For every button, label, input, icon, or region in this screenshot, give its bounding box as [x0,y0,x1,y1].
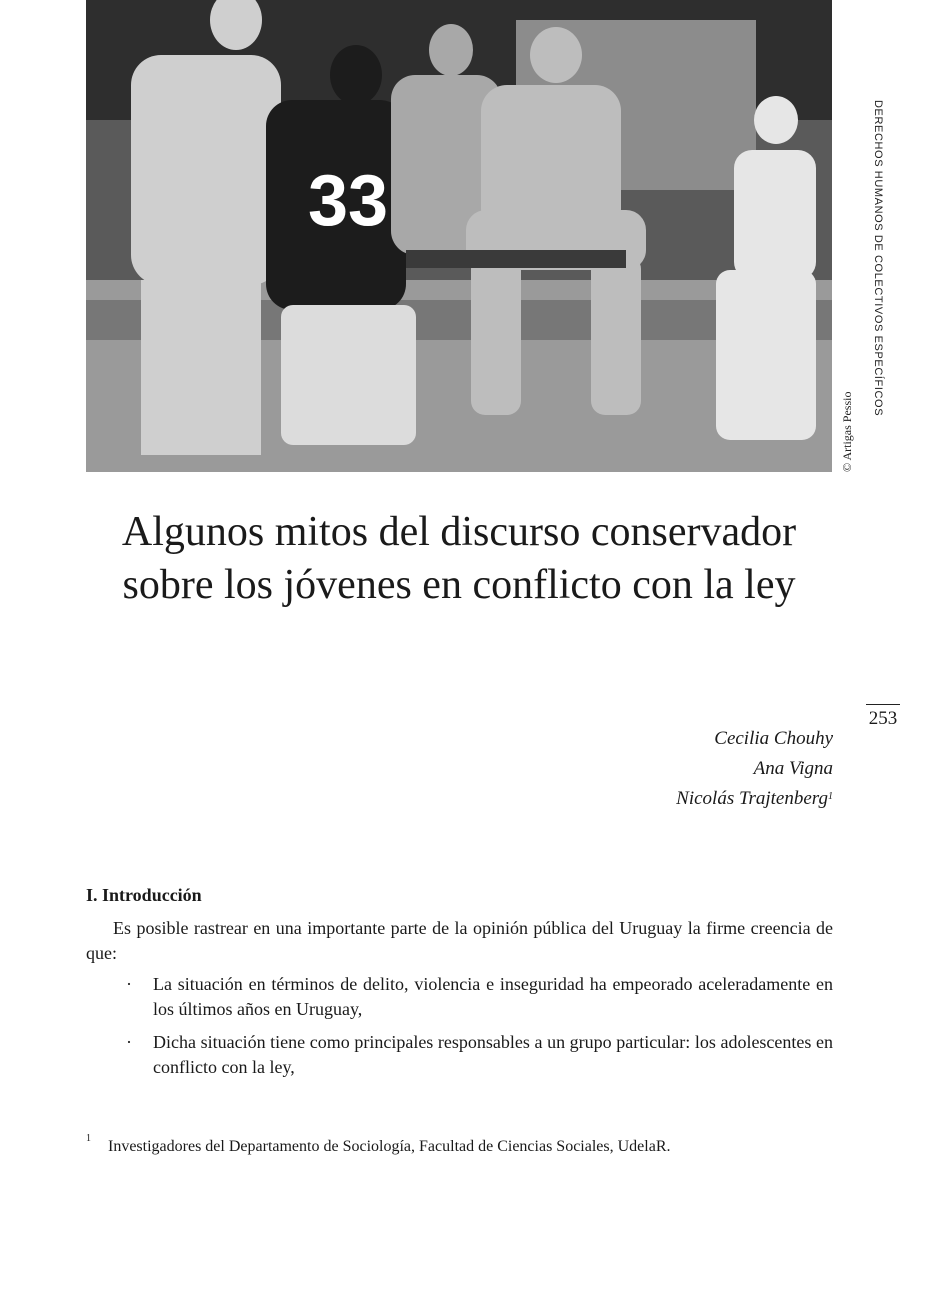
author-name: Ana Vigna [753,758,833,779]
cover-photo [86,0,832,472]
photo-illustration [86,0,832,472]
running-head: DERECHOS HUMANOS DE COLECTIVOS ESPECÍFICOS [872,100,884,417]
bullet-icon: · [126,974,132,994]
author-name: Cecilia Chouhy [714,728,833,749]
title-line-2: sobre los jóvenes en conflicto con la ley [122,562,796,608]
title-line-1: Algunos mitos del discurso conservador [121,509,797,555]
body-text [86,916,833,1088]
intro-paragraph: Es posible rastrear en una importante parte de la opinión pública del Uruguay la firme creencia de que: [86,918,833,963]
article-title [86,506,832,612]
list-item: · Dicha situación tiene como principales responsables a un grupo particular: los adolescentes en conflicto con la ley, [126,1032,833,1077]
page-number: 253 [868,708,898,729]
photo-credit: © Artigas Pessio [840,391,854,472]
footnote-mark: 1 [86,1133,91,1144]
bullet-icon: · [126,1032,132,1052]
list-item: · La situación en términos de delito, violencia e inseguridad ha empeorado aceleradamente en los últimos años en Uruguay, [126,974,833,1019]
author-name: Nicolás Trajtenberg$^1$ [676,788,833,809]
bullet-list [86,972,833,1080]
footnote-text: Investigadores del Departamento de Sociología, Facultad de Ciencias Sociales, UdelaR. [108,1138,671,1155]
jersey-number: 33 [308,161,389,241]
section-heading: I. Introducción [86,885,202,905]
author-list [450,724,833,814]
page-number-rule [866,704,900,705]
footnote-reference[interactable]: 1 [828,791,833,802]
